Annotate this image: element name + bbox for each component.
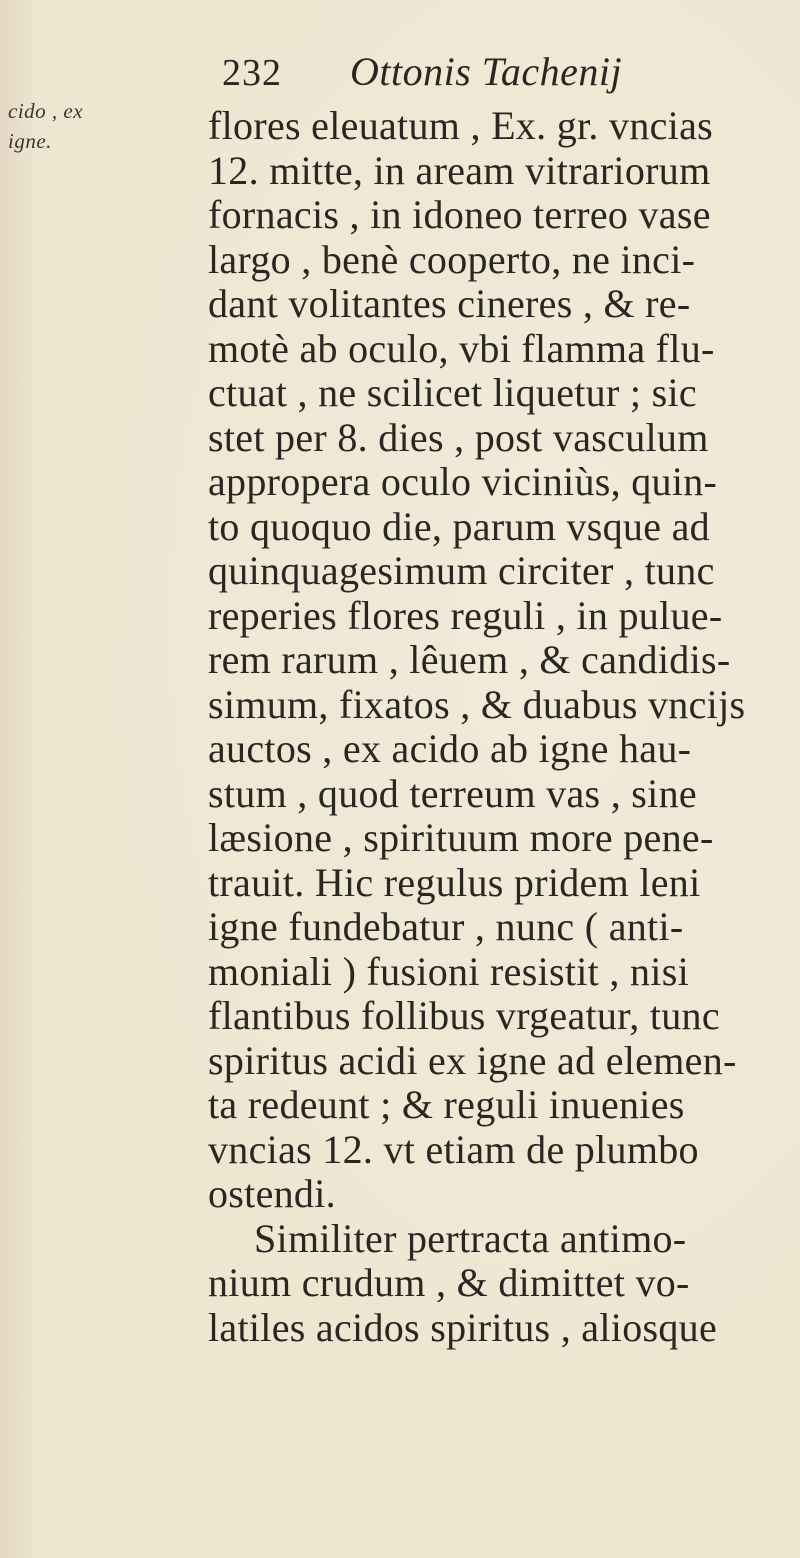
text-line: latiles acidos spiritus , aliosque — [208, 1304, 718, 1350]
text-line: motè ab oculo, vbi flamma flu- — [208, 325, 715, 371]
text-line: dant volitantes cineres , & re- — [208, 281, 691, 326]
text-line: stet per 8. dies , post vasculum — [208, 414, 709, 460]
text-line: flantibus follibus vrgeatur, tunc — [208, 993, 720, 1038]
text-line: ctuat , ne scilicet liquetur ; sic — [208, 370, 697, 415]
running-title: Ottonis Tachenij — [350, 49, 623, 94]
text-line: igne fundebatur , nunc ( anti- — [208, 904, 684, 949]
text-line: ta redeunt ; & reguli inuenies — [208, 1082, 685, 1127]
text-line: simum, fixatos , & duabus vncijs — [208, 681, 746, 727]
text-line: nium crudum , & dimittet vo- — [208, 1260, 690, 1305]
text-line: trauit. Hic regulus pridem leni — [208, 859, 701, 905]
text-line: appropera oculo viciniùs, quin- — [208, 459, 718, 504]
text-line: largo , benè cooperto, ne inci- — [208, 236, 696, 282]
text-line: stum , quod terreum vas , sine — [208, 770, 697, 816]
page-number: 232 — [222, 52, 282, 94]
marginal-note-line: cido , ex — [8, 99, 84, 123]
page-header — [222, 48, 622, 108]
text-line: auctos , ex acido ab igne hau- — [208, 726, 692, 771]
text-line: reperies flores reguli , in pulue- — [208, 592, 723, 638]
text-line: fornacis , in idoneo terreo vase — [208, 192, 711, 237]
text-line: moniali ) fusioni resistit , nisi — [208, 948, 689, 994]
body-text — [208, 104, 798, 1350]
text-line: Similiter pertracta antimo- — [254, 1215, 687, 1261]
text-line: flores eleuatum , Ex. gr. vncias — [208, 103, 714, 148]
text-line: ostendi. — [208, 1171, 336, 1216]
text-line: 12. mitte, in aream vitrariorum — [208, 147, 711, 193]
text-line: quinquagesimum circiter , tunc — [208, 548, 715, 593]
marginal-note — [8, 96, 90, 156]
text-line: rem rarum , lêuem , & candidis- — [208, 637, 731, 682]
text-line: spiritus acidi ex igne ad elemen- — [208, 1037, 737, 1083]
text-line: to quoquo die, parum vsque ad — [208, 503, 710, 549]
marginal-note-line: igne. — [8, 129, 52, 153]
text-line: vncias 12. vt etiam de plumbo — [208, 1126, 699, 1172]
text-line: læsione , spirituum more pene- — [208, 815, 714, 860]
